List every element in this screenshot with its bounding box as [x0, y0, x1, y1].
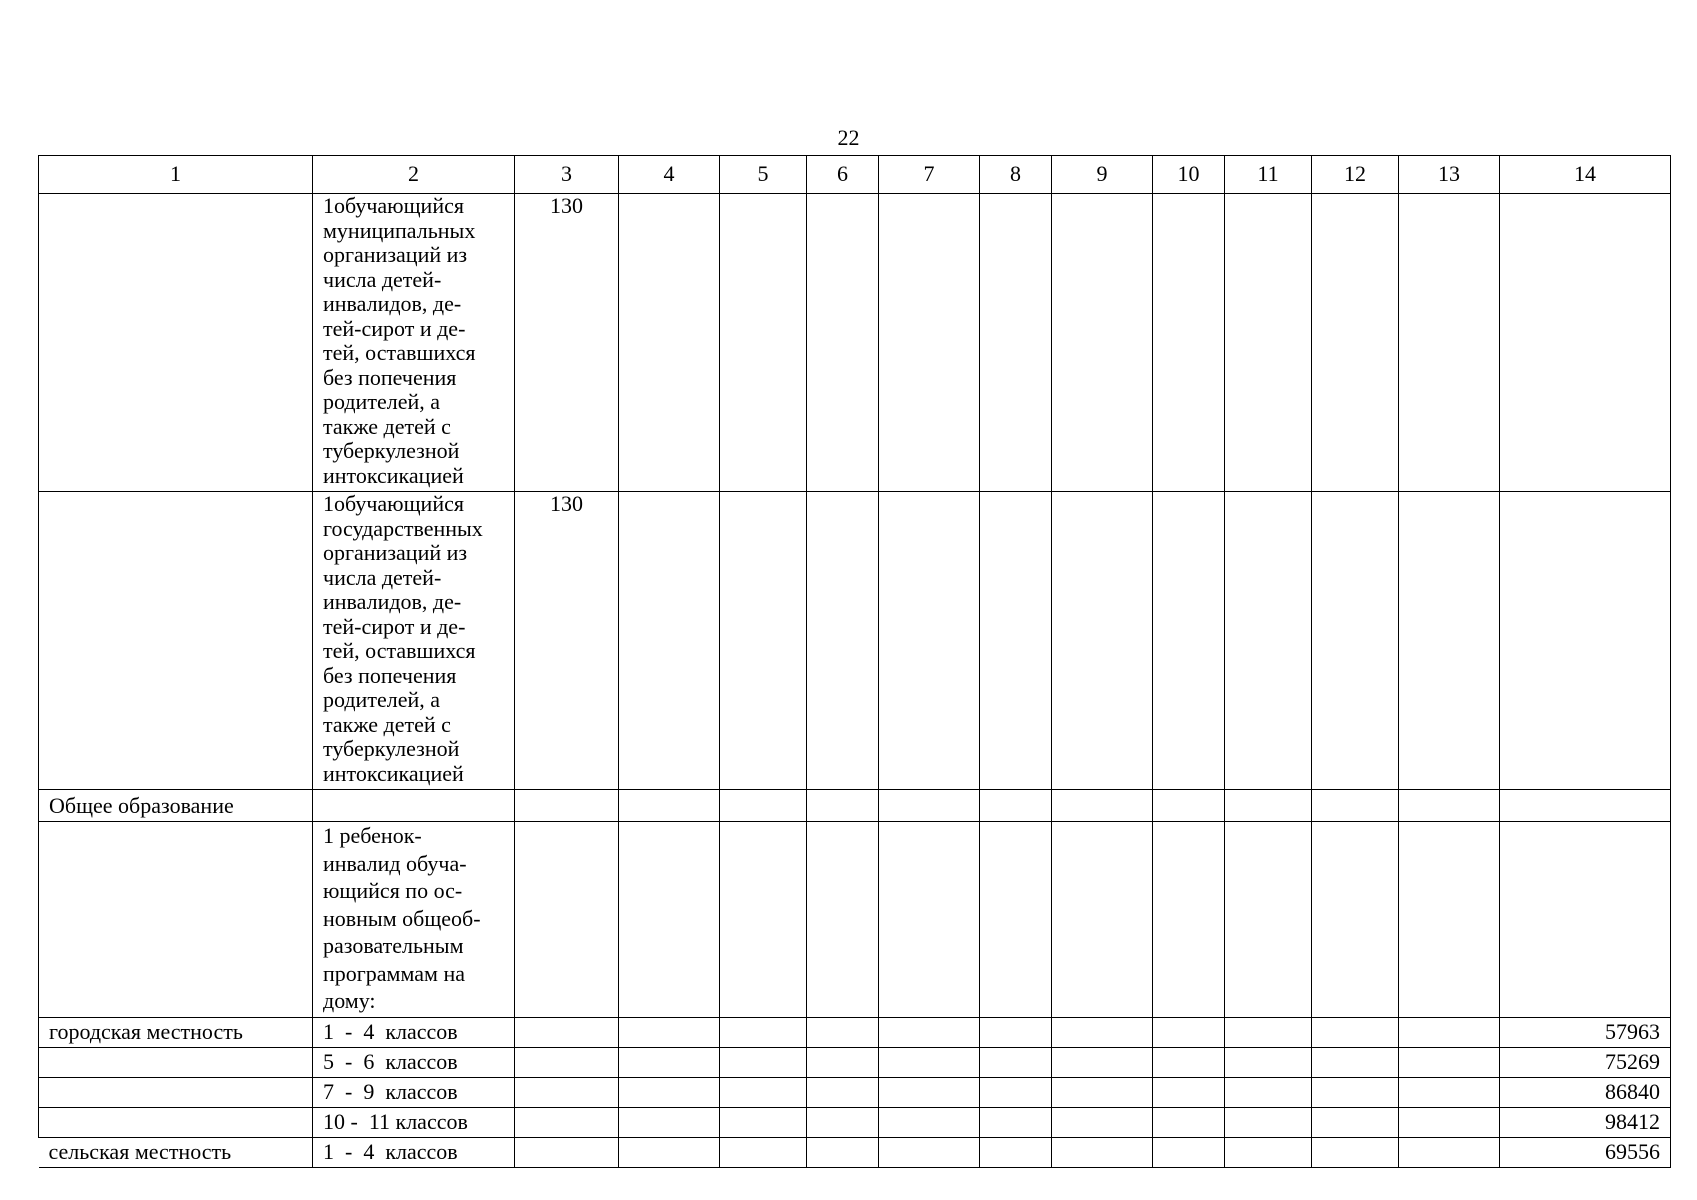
grade-label: 5 - 6 классов — [313, 1048, 515, 1078]
table-row — [39, 1108, 1671, 1138]
desc-line: инвалид обуча- — [323, 850, 467, 876]
cell-empty — [980, 1108, 1052, 1138]
cell-empty — [980, 194, 1052, 492]
cell-empty — [807, 1048, 879, 1078]
cell-empty — [1225, 1048, 1312, 1078]
desc-line: 1 ребенок- — [323, 823, 422, 848]
cell-empty — [1225, 1108, 1312, 1138]
desc-line: тей, оставшихся — [323, 340, 476, 365]
cell-empty — [879, 1138, 980, 1168]
cell-empty — [879, 492, 980, 790]
cell-empty — [1399, 1048, 1500, 1078]
cell-empty — [1052, 1108, 1153, 1138]
desc-line: тей-сирот и де- — [323, 315, 466, 341]
cell-empty — [980, 1138, 1052, 1168]
cell-empty — [1312, 1108, 1399, 1138]
cell-empty — [1312, 194, 1399, 492]
col-header: 3 — [515, 156, 619, 194]
row-description — [313, 822, 515, 1018]
cell-empty — [1225, 1078, 1312, 1108]
cell-empty — [619, 492, 720, 790]
table-row — [39, 1018, 1671, 1048]
cell-empty — [1312, 822, 1399, 1018]
cell-empty — [1225, 194, 1312, 492]
cell-empty — [1399, 194, 1500, 492]
cell-value: 98412 — [1500, 1108, 1671, 1138]
cell-empty — [1225, 1018, 1312, 1048]
cell-empty — [980, 1048, 1052, 1078]
cell-empty — [807, 1108, 879, 1138]
cell-empty — [39, 1108, 313, 1138]
cell-empty — [1153, 1078, 1225, 1108]
cell-empty — [879, 822, 980, 1018]
col-header: 7 — [879, 156, 980, 194]
col-header: 5 — [720, 156, 807, 194]
desc-line: 1обучающийся — [323, 491, 464, 516]
grade-label: 1 - 4 классов — [313, 1138, 515, 1168]
cell-empty — [515, 1018, 619, 1048]
desc-line: тей-сирот и де- — [323, 613, 466, 639]
cell-empty — [1399, 822, 1500, 1018]
cell-empty — [1312, 1018, 1399, 1048]
cell-empty — [879, 1018, 980, 1048]
cell-empty — [619, 790, 720, 822]
data-table — [38, 155, 1671, 1168]
desc-line: туберкулезной — [323, 438, 460, 463]
cell-empty — [1312, 790, 1399, 822]
desc-line: туберкулезной — [323, 736, 460, 761]
cell-empty — [807, 1078, 879, 1108]
desc-line: также детей с — [323, 413, 451, 439]
grade-label: 10 - 11 классов — [313, 1108, 515, 1138]
cell-empty — [39, 492, 313, 790]
desc-line: родителей, а — [323, 389, 440, 414]
desc-line: без попечения — [323, 364, 457, 390]
cell-empty — [619, 1078, 720, 1108]
desc-line: разовательным — [323, 933, 464, 958]
desc-line: интоксикацией — [323, 760, 464, 786]
desc-line: 1обучающийся — [323, 193, 464, 218]
desc-line: инвалидов, де- — [323, 291, 462, 316]
cell-empty — [807, 1018, 879, 1048]
cell-empty — [1153, 194, 1225, 492]
cell-empty — [720, 1048, 807, 1078]
cell-empty — [980, 790, 1052, 822]
area-label: городская местность — [39, 1018, 313, 1048]
cell-empty — [39, 194, 313, 492]
table-row — [39, 822, 1671, 1018]
cell-value: 86840 — [1500, 1078, 1671, 1108]
cell-empty — [1500, 822, 1671, 1018]
cell-empty — [1399, 1108, 1500, 1138]
desc-line: родителей, а — [323, 687, 440, 712]
grade-label: 1 - 4 классов — [313, 1018, 515, 1048]
cell-empty — [1052, 1018, 1153, 1048]
cell-empty — [619, 1018, 720, 1048]
desc-line: муниципальных — [323, 217, 476, 243]
col-header: 1 — [39, 156, 313, 194]
col-header: 2 — [313, 156, 515, 194]
cell-empty — [1153, 1138, 1225, 1168]
cell-empty — [1399, 790, 1500, 822]
col-header: 4 — [619, 156, 720, 194]
col-header: 9 — [1052, 156, 1153, 194]
cell-empty — [619, 1138, 720, 1168]
desc-line: организаций из — [323, 540, 468, 565]
col-header: 12 — [1312, 156, 1399, 194]
cell-empty — [879, 790, 980, 822]
cell-empty — [720, 790, 807, 822]
cell-empty — [1153, 1048, 1225, 1078]
section-row — [39, 790, 1671, 822]
cell-empty — [1225, 492, 1312, 790]
cell-empty — [879, 194, 980, 492]
cell-empty — [39, 1078, 313, 1108]
col-header: 8 — [980, 156, 1052, 194]
cell-empty — [1052, 492, 1153, 790]
cell-col3: 130 — [515, 492, 619, 790]
cell-empty — [1225, 822, 1312, 1018]
cell-empty — [980, 822, 1052, 1018]
cell-empty — [1052, 822, 1153, 1018]
cell-empty — [807, 822, 879, 1018]
cell-empty — [1153, 1018, 1225, 1048]
cell-empty — [980, 1078, 1052, 1108]
col-header: 11 — [1225, 156, 1312, 194]
cell-empty — [1052, 194, 1153, 492]
cell-empty — [1500, 194, 1671, 492]
table-row — [39, 1078, 1671, 1108]
cell-empty — [1399, 1018, 1500, 1048]
grade-label: 7 - 9 классов — [313, 1078, 515, 1108]
col-header: 6 — [807, 156, 879, 194]
cell-empty — [1500, 790, 1671, 822]
cell-empty — [1052, 1078, 1153, 1108]
cell-empty — [720, 822, 807, 1018]
cell-empty — [720, 194, 807, 492]
desc-line: программам на — [323, 960, 465, 986]
cell-empty — [619, 194, 720, 492]
cell-empty — [1225, 1138, 1312, 1168]
cell-empty — [807, 1138, 879, 1168]
cell-col3: 130 — [515, 194, 619, 492]
cell-empty — [879, 1108, 980, 1138]
cell-empty — [720, 492, 807, 790]
cell-empty — [807, 194, 879, 492]
cell-empty — [720, 1018, 807, 1048]
area-label: сельская местность — [39, 1138, 313, 1168]
cell-empty — [879, 1078, 980, 1108]
desc-line: интоксикацией — [323, 462, 464, 488]
cell-empty — [1052, 1048, 1153, 1078]
cell-empty — [515, 822, 619, 1018]
table-row — [39, 1048, 1671, 1078]
cell-empty — [720, 1138, 807, 1168]
col-header: 10 — [1153, 156, 1225, 194]
cell-empty — [619, 1048, 720, 1078]
desc-line: организаций из — [323, 242, 468, 267]
table-row — [39, 194, 1671, 492]
cell-empty — [619, 1108, 720, 1138]
cell-empty — [515, 1108, 619, 1138]
cell-empty — [720, 1108, 807, 1138]
cell-empty — [1500, 492, 1671, 790]
cell-empty — [1153, 790, 1225, 822]
cell-empty — [1225, 790, 1312, 822]
table-row — [39, 492, 1671, 790]
cell-empty — [1052, 1138, 1153, 1168]
cell-empty — [515, 1048, 619, 1078]
desc-line: ющийся по ос- — [323, 878, 463, 903]
cell-value: 75269 — [1500, 1048, 1671, 1078]
desc-line: государственных — [323, 515, 483, 541]
col-header: 13 — [1399, 156, 1500, 194]
col-header: 14 — [1500, 156, 1671, 194]
desc-line: без попечения — [323, 662, 457, 688]
cell-empty — [1312, 492, 1399, 790]
cell-empty — [807, 790, 879, 822]
desc-line: дому: — [323, 988, 376, 1013]
cell-empty — [1399, 1138, 1500, 1168]
cell-empty — [1153, 1108, 1225, 1138]
cell-empty — [980, 1018, 1052, 1048]
cell-empty — [313, 790, 515, 822]
row-description — [313, 194, 515, 492]
cell-empty — [515, 790, 619, 822]
cell-empty — [39, 1048, 313, 1078]
cell-empty — [1399, 492, 1500, 790]
cell-empty — [1312, 1138, 1399, 1168]
cell-empty — [619, 822, 720, 1018]
desc-line: числа детей- — [323, 266, 442, 292]
desc-line: числа детей- — [323, 564, 442, 590]
cell-empty — [980, 492, 1052, 790]
cell-empty — [39, 822, 313, 1018]
cell-value: 69556 — [1500, 1138, 1671, 1168]
desc-line: тей, оставшихся — [323, 638, 476, 663]
cell-empty — [1312, 1048, 1399, 1078]
desc-line: инвалидов, де- — [323, 589, 462, 614]
cell-empty — [879, 1048, 980, 1078]
cell-value: 57963 — [1500, 1018, 1671, 1048]
row-description — [313, 492, 515, 790]
cell-empty — [515, 1138, 619, 1168]
cell-empty — [1153, 822, 1225, 1018]
cell-empty — [1153, 492, 1225, 790]
desc-line: также детей с — [323, 711, 451, 737]
cell-empty — [1399, 1078, 1500, 1108]
desc-line: новным общеоб- — [323, 905, 481, 931]
cell-empty — [807, 492, 879, 790]
section-label: Общее образование — [39, 790, 313, 822]
cell-empty — [515, 1078, 619, 1108]
cell-empty — [720, 1078, 807, 1108]
table-row — [39, 1138, 1671, 1168]
header-row — [39, 156, 1671, 194]
cell-empty — [1052, 790, 1153, 822]
page-number: 22 — [837, 125, 860, 150]
cell-empty — [1312, 1078, 1399, 1108]
